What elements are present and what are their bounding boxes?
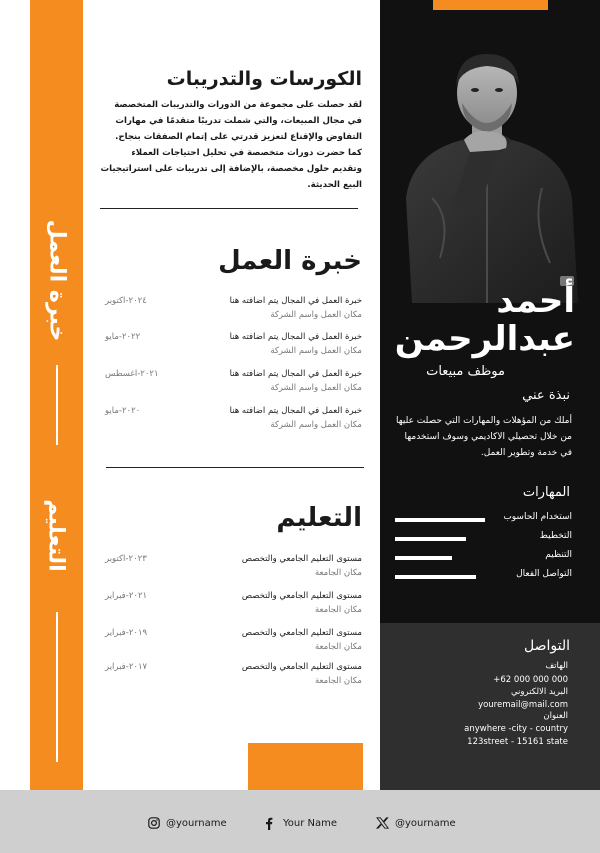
- phone-value: +62 000 000 000: [493, 675, 568, 685]
- skill-item: [392, 512, 572, 528]
- skill-level-bar: [395, 575, 476, 579]
- x-icon: [376, 817, 389, 829]
- experience-date: ٢٠٢٢-مايو: [105, 332, 141, 342]
- top-accent-bar: [433, 0, 548, 10]
- about-text: أملك من المؤهلات والمهارات التي حصلت عليها من خلال تحصيلي الاكاديمي وسوف استخدمها في خدمة وتطوير العمل.: [395, 416, 572, 458]
- address-label: العنوان: [543, 711, 568, 721]
- skill-label: التواصل الفعال: [516, 569, 572, 579]
- experience-title: خبرة العمل: [218, 246, 362, 276]
- profile-last-name: عبدالرحمن: [394, 319, 575, 359]
- x-handle: @yourname: [395, 817, 456, 829]
- profile-name: [385, 282, 575, 358]
- job-title: موظف مبيعات: [426, 364, 505, 379]
- experience-date: ٢٠٢٠-مايو: [105, 406, 141, 416]
- profile-photo: [392, 48, 582, 303]
- skill-label: التخطيط: [539, 531, 572, 541]
- contact-heading: التواصل: [524, 638, 570, 654]
- experience-role: خبرة العمل في المجال يتم اضافته هنا: [229, 406, 362, 416]
- skill-label: التنظيم: [545, 550, 572, 560]
- education-entry: [100, 554, 362, 588]
- experience-date: ٢٠٢١-اغسطس: [105, 369, 159, 379]
- experience-company: مكان العمل واسم الشركة: [270, 383, 362, 393]
- experience-company: مكان العمل واسم الشركة: [270, 346, 362, 356]
- experience-entry: [100, 369, 362, 403]
- skill-level-bar: [395, 537, 466, 541]
- skill-item: [392, 550, 572, 566]
- education-date: ٢٠١٧-فبراير: [105, 662, 148, 672]
- email-value: youremail@mail.com: [478, 700, 568, 710]
- experience-role: خبرة العمل في المجال يتم اضافته هنا: [229, 332, 362, 342]
- address-line-2: 123street - 15161 state: [467, 737, 568, 747]
- experience-entry: [100, 406, 362, 440]
- education-degree: مستوى التعليم الجامعي والتخصص: [241, 662, 362, 672]
- facebook-link[interactable]: [265, 815, 337, 831]
- education-date: ٢٠١٩-فبراير: [105, 628, 148, 638]
- education-title: التعليم: [276, 503, 362, 533]
- education-entry: [100, 662, 362, 696]
- about-heading: نبذة عني: [522, 388, 570, 403]
- skill-level-bar: [395, 556, 452, 560]
- instagram-handle: @yourname: [166, 817, 227, 829]
- instagram-link[interactable]: [148, 815, 227, 831]
- education-university: مكان الجامعة: [314, 605, 362, 615]
- side-divider-line: [56, 612, 58, 762]
- section-divider: [100, 208, 358, 209]
- education-entry: [100, 628, 362, 662]
- profile-first-name: أحمد: [496, 281, 575, 321]
- education-side-label: التعليم: [44, 498, 70, 572]
- facebook-icon: [265, 817, 273, 830]
- phone-label: الهاتف: [545, 661, 568, 671]
- address-line-1: anywhere -city - country: [464, 724, 568, 734]
- section-divider: [106, 467, 364, 468]
- experience-role: خبرة العمل في المجال يتم اضافته هنا: [229, 296, 362, 306]
- skill-level-bar: [395, 518, 485, 522]
- experience-company: مكان العمل واسم الشركة: [270, 310, 362, 320]
- education-degree: مستوى التعليم الجامعي والتخصص: [241, 554, 362, 564]
- skill-label: استخدام الحاسوب: [503, 512, 572, 522]
- experience-entry: [100, 332, 362, 366]
- education-university: مكان الجامعة: [314, 676, 362, 686]
- side-divider-line: [56, 365, 58, 445]
- courses-title: الكورسات والتدريبات: [166, 68, 362, 90]
- experience-company: مكان العمل واسم الشركة: [270, 420, 362, 430]
- bottom-accent-block: [248, 743, 363, 790]
- experience-role: خبرة العمل في المجال يتم اضافته هنا: [229, 369, 362, 379]
- courses-text: لقد حصلت على مجموعة من الدورات والتدريبات المتخصصة في مجال المبيعات، والتي شملت تدريبًا متقدمًا في مهارات التفاوض والإقناع لتعزيز قدرتي على إتمام الصفقات بنجاح. كما حضرت دورات متخصصة في تحليل احتياجات العملاء وتقديم حلول مخصصة، بالإضافة إلى تدريبات على استراتيجيات البيع الحديثة.: [100, 100, 362, 190]
- instagram-icon: [148, 817, 160, 829]
- x-link[interactable]: [376, 815, 456, 831]
- skill-item: [392, 531, 572, 547]
- education-university: مكان الجامعة: [314, 642, 362, 652]
- education-degree: مستوى التعليم الجامعي والتخصص: [241, 591, 362, 601]
- education-university: مكان الجامعة: [314, 568, 362, 578]
- experience-entry: [100, 296, 362, 330]
- education-entry: [100, 591, 362, 625]
- experience-side-label: خبرة العمل: [44, 219, 69, 341]
- education-date: ٢٠٢٣-اكتوبر: [105, 554, 147, 564]
- education-date: ٢٠٢١-فبراير: [105, 591, 148, 601]
- skill-item: [392, 569, 572, 585]
- email-label: البريد الالكتروني: [510, 687, 568, 697]
- skills-heading: المهارات: [522, 485, 570, 500]
- experience-date: ٢٠٢٤-اكتوبر: [105, 296, 147, 306]
- facebook-name: Your Name: [283, 817, 338, 829]
- education-degree: مستوى التعليم الجامعي والتخصص: [241, 628, 362, 638]
